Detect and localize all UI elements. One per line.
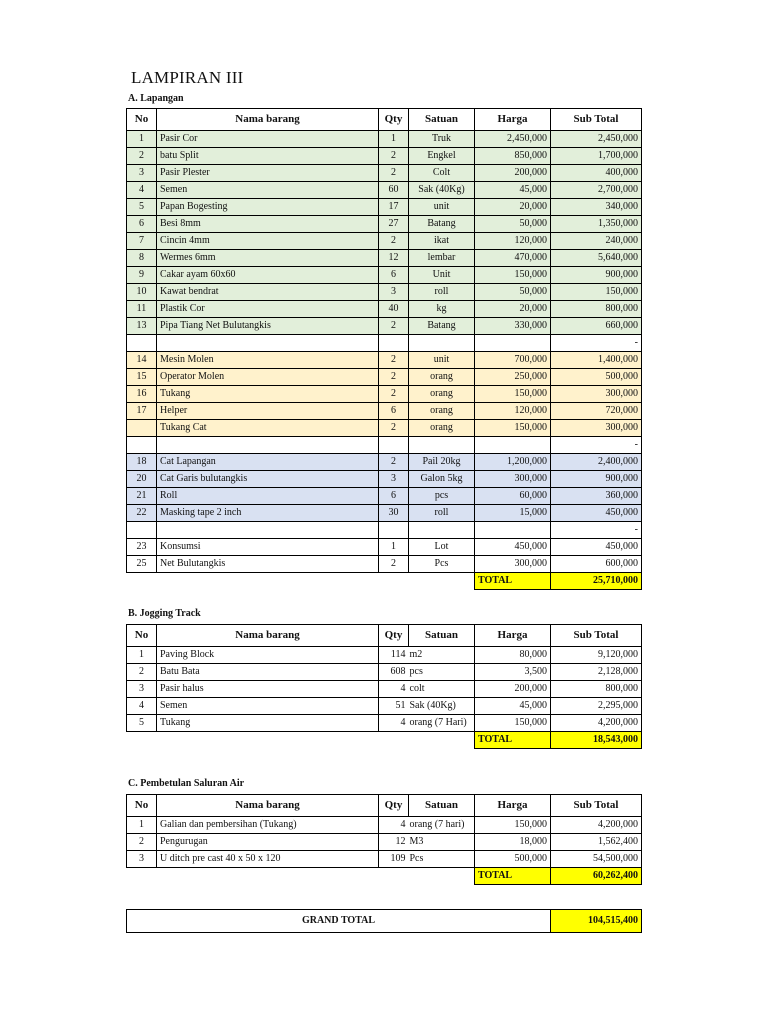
cell-harga: 45,000 [475,698,551,715]
cell-nama: Papan Bogesting [157,199,379,216]
cell-harga: 200,000 [475,165,551,182]
cell-subtotal: 300,000 [551,420,642,437]
cell-qty: 2 [379,556,409,573]
cell-subtotal: 2,450,000 [551,131,642,148]
cell-harga: 250,000 [475,369,551,386]
cell-nama: Helper [157,403,379,420]
cell-subtotal: 500,000 [551,369,642,386]
cell-no: 9 [127,267,157,284]
cell-subtotal: 800,000 [551,681,642,698]
cell-qty: 2 [379,369,409,386]
cell-satuan [409,437,475,454]
section-b-title: B. Jogging Track [128,608,201,619]
cell-nama: Semen [157,698,379,715]
cell-nama: Besi 8mm [157,216,379,233]
cell-nama: U ditch pre cast 40 x 50 x 120 [157,851,379,868]
cell-subtotal: - [551,335,642,352]
cell-satuan: orang [409,369,475,386]
cell-qty: 2 [379,165,409,182]
cell-subtotal: 720,000 [551,403,642,420]
cell-subtotal: 1,562,400 [551,834,642,851]
cell-subtotal: 900,000 [551,471,642,488]
cell-nama: Konsumsi [157,539,379,556]
header-qty: Qty [379,625,409,647]
cell-harga: 150,000 [475,817,551,834]
cell-subtotal: 450,000 [551,505,642,522]
table-row [127,386,642,403]
table-row [127,131,642,148]
cell-qty: 1 [379,131,409,148]
cell-satuan: Batang [409,318,475,335]
cell-satuan: kg [409,301,475,318]
cell-no: 2 [127,148,157,165]
cell-satuan: orang [409,403,475,420]
cell-nama: Cincin 4mm [157,233,379,250]
total-spacer [127,868,475,885]
cell-qty: 4 [379,817,409,834]
cell-qty: 40 [379,301,409,318]
cell-subtotal: 800,000 [551,301,642,318]
cell-harga: 120,000 [475,233,551,250]
table-row [127,250,642,267]
cell-satuan: Unit [409,267,475,284]
cell-qty: 30 [379,505,409,522]
cell-satuan: Sak (40Kg) [409,698,475,715]
total-label: TOTAL [475,573,551,590]
header-satuan: Satuan [409,795,475,817]
cell-no: 15 [127,369,157,386]
cell-satuan: M3 [409,834,475,851]
cell-satuan: Pail 20kg [409,454,475,471]
cell-satuan: pcs [409,488,475,505]
header-harga: Harga [475,795,551,817]
cell-nama [157,522,379,539]
table-lapangan [126,108,642,590]
cell-no: 4 [127,182,157,199]
table-header-row [127,795,642,817]
cell-satuan: Sak (40Kg) [409,182,475,199]
table-row [127,267,642,284]
cell-harga: 450,000 [475,539,551,556]
cell-no: 17 [127,403,157,420]
cell-subtotal: 400,000 [551,165,642,182]
cell-harga: 850,000 [475,148,551,165]
cell-qty: 6 [379,488,409,505]
table-row [127,681,642,698]
cell-subtotal: 1,700,000 [551,148,642,165]
cell-satuan: colt [409,681,475,698]
cell-nama: Tukang Cat [157,420,379,437]
table-saluran-air [126,794,642,885]
cell-harga: 18,000 [475,834,551,851]
cell-satuan: Batang [409,216,475,233]
cell-satuan: unit [409,352,475,369]
cell-subtotal: 4,200,000 [551,817,642,834]
total-spacer [127,732,475,749]
cell-harga: 60,000 [475,488,551,505]
cell-qty: 3 [379,471,409,488]
cell-no [127,437,157,454]
cell-satuan: Lot [409,539,475,556]
cell-subtotal: 240,000 [551,233,642,250]
cell-satuan: Galon 5kg [409,471,475,488]
cell-nama: Cakar ayam 60x60 [157,267,379,284]
cell-no: 23 [127,539,157,556]
cell-no: 21 [127,488,157,505]
header-qty: Qty [379,795,409,817]
cell-qty: 6 [379,403,409,420]
cell-nama [157,335,379,352]
cell-qty: 2 [379,386,409,403]
cell-harga: 150,000 [475,420,551,437]
table-row [127,664,642,681]
cell-no: 14 [127,352,157,369]
cell-harga: 3,500 [475,664,551,681]
cell-subtotal: 2,400,000 [551,454,642,471]
cell-satuan [409,522,475,539]
cell-qty: 109 [379,851,409,868]
table-row [127,301,642,318]
cell-satuan: pcs [409,664,475,681]
cell-no [127,335,157,352]
cell-nama: Masking tape 2 inch [157,505,379,522]
cell-satuan: orang [409,420,475,437]
cell-harga: 150,000 [475,386,551,403]
cell-nama: Pasir halus [157,681,379,698]
cell-harga: 150,000 [475,715,551,732]
header-qty: Qty [379,109,409,131]
cell-nama: Operator Molen [157,369,379,386]
cell-harga: 470,000 [475,250,551,267]
table-row [127,454,642,471]
table-header-row [127,109,642,131]
table-row [127,505,642,522]
cell-no: 22 [127,505,157,522]
cell-satuan: m2 [409,647,475,664]
cell-harga: 20,000 [475,199,551,216]
cell-subtotal: 900,000 [551,267,642,284]
cell-no: 10 [127,284,157,301]
cell-nama: Roll [157,488,379,505]
cell-no: 6 [127,216,157,233]
header-satuan: Satuan [409,109,475,131]
cell-qty: 2 [379,148,409,165]
cell-no: 25 [127,556,157,573]
total-value: 18,543,000 [551,732,642,749]
table-jogging-track [126,624,642,749]
header-nama: Nama barang [157,625,379,647]
cell-satuan: ikat [409,233,475,250]
page-title: LAMPIRAN III [131,68,244,87]
table-row [127,318,642,335]
cell-harga [475,522,551,539]
cell-qty: 1 [379,539,409,556]
cell-qty: 51 [379,698,409,715]
cell-no: 16 [127,386,157,403]
total-row [127,573,642,590]
table-row [127,182,642,199]
grand-total-row [127,910,642,933]
cell-harga: 330,000 [475,318,551,335]
cell-nama: Tukang [157,386,379,403]
cell-qty: 4 [379,681,409,698]
cell-harga: 15,000 [475,505,551,522]
total-label: TOTAL [475,868,551,885]
cell-satuan: Truk [409,131,475,148]
cell-nama: Tukang [157,715,379,732]
table-row [127,817,642,834]
cell-nama: batu Split [157,148,379,165]
cell-no [127,420,157,437]
cell-subtotal: 5,640,000 [551,250,642,267]
cell-subtotal: - [551,437,642,454]
cell-harga: 200,000 [475,681,551,698]
cell-satuan [409,335,475,352]
cell-nama: Mesin Molen [157,352,379,369]
cell-nama: Pipa Tiang Net Bulutangkis [157,318,379,335]
table-row [127,647,642,664]
cell-harga: 45,000 [475,182,551,199]
cell-no: 5 [127,199,157,216]
cell-subtotal: 600,000 [551,556,642,573]
cell-qty: 2 [379,233,409,250]
header-harga: Harga [475,625,551,647]
cell-no: 7 [127,233,157,250]
table-row [127,403,642,420]
table-row [127,420,642,437]
cell-qty: 114 [379,647,409,664]
cell-satuan: roll [409,505,475,522]
total-row [127,732,642,749]
table-row [127,233,642,250]
cell-satuan: orang (7 Hari) [409,715,475,732]
cell-harga: 300,000 [475,471,551,488]
table-row [127,437,642,454]
total-value: 60,262,400 [551,868,642,885]
cell-qty: 2 [379,352,409,369]
cell-nama: Cat Garis bulutangkis [157,471,379,488]
cell-subtotal: 1,400,000 [551,352,642,369]
cell-qty: 12 [379,250,409,267]
cell-harga: 150,000 [475,267,551,284]
cell-subtotal: 2,295,000 [551,698,642,715]
cell-nama: Batu Bata [157,664,379,681]
cell-nama: Semen [157,182,379,199]
cell-harga: 120,000 [475,403,551,420]
table-row [127,352,642,369]
cell-harga: 500,000 [475,851,551,868]
table-row [127,556,642,573]
cell-subtotal: 300,000 [551,386,642,403]
cell-subtotal: 450,000 [551,539,642,556]
cell-harga: 2,450,000 [475,131,551,148]
cell-subtotal: 340,000 [551,199,642,216]
table-row [127,165,642,182]
cell-nama: Galian dan pembersihan (Tukang) [157,817,379,834]
cell-nama: Paving Block [157,647,379,664]
cell-nama: Pengurugan [157,834,379,851]
cell-satuan: orang [409,386,475,403]
table-row [127,284,642,301]
table-row [127,148,642,165]
cell-nama: Kawat bendrat [157,284,379,301]
table-row [127,834,642,851]
cell-satuan: Engkel [409,148,475,165]
grand-total-label: GRAND TOTAL [127,910,551,933]
cell-harga: 20,000 [475,301,551,318]
cell-qty: 3 [379,284,409,301]
cell-no: 20 [127,471,157,488]
cell-harga: 50,000 [475,284,551,301]
cell-qty: 60 [379,182,409,199]
cell-qty: 12 [379,834,409,851]
cell-harga: 80,000 [475,647,551,664]
cell-nama: Pasir Plester [157,165,379,182]
header-nama: Nama barang [157,109,379,131]
section-c-title: C. Pembetulan Saluran Air [128,778,245,789]
total-row [127,868,642,885]
cell-satuan: Pcs [409,851,475,868]
cell-harga [475,335,551,352]
cell-satuan: roll [409,284,475,301]
cell-harga: 300,000 [475,556,551,573]
cell-no: 13 [127,318,157,335]
cell-harga: 1,200,000 [475,454,551,471]
table-row [127,488,642,505]
cell-subtotal: 9,120,000 [551,647,642,664]
cell-no: 4 [127,698,157,715]
cell-qty: 2 [379,318,409,335]
cell-no: 1 [127,647,157,664]
cell-nama: Wermes 6mm [157,250,379,267]
cell-no: 11 [127,301,157,318]
table-row [127,335,642,352]
cell-qty: 17 [379,199,409,216]
cell-subtotal: 2,128,000 [551,664,642,681]
total-value: 25,710,000 [551,573,642,590]
header-no: No [127,109,157,131]
cell-no: 2 [127,664,157,681]
header-no: No [127,795,157,817]
cell-no [127,522,157,539]
table-row [127,715,642,732]
cell-nama [157,437,379,454]
table-header-row [127,625,642,647]
cell-no: 5 [127,715,157,732]
table-row [127,199,642,216]
cell-subtotal: 2,700,000 [551,182,642,199]
cell-satuan: Colt [409,165,475,182]
cell-subtotal: - [551,522,642,539]
cell-harga: 700,000 [475,352,551,369]
cell-subtotal: 660,000 [551,318,642,335]
cell-nama: Plastik Cor [157,301,379,318]
header-harga: Harga [475,109,551,131]
cell-qty [379,437,409,454]
cell-qty: 2 [379,454,409,471]
cell-subtotal: 4,200,000 [551,715,642,732]
cell-subtotal: 1,350,000 [551,216,642,233]
grand-total-value: 104,515,400 [551,910,642,933]
header-nama: Nama barang [157,795,379,817]
header-satuan: Satuan [409,625,475,647]
table-row [127,539,642,556]
cell-no: 3 [127,165,157,182]
table-row [127,698,642,715]
cell-qty [379,335,409,352]
cell-subtotal: 54,500,000 [551,851,642,868]
cell-no: 8 [127,250,157,267]
table-row [127,851,642,868]
header-subtotal: Sub Total [551,109,642,131]
cell-harga: 50,000 [475,216,551,233]
table-row [127,522,642,539]
table-row [127,369,642,386]
grand-total-table [126,909,642,933]
cell-satuan: Pcs [409,556,475,573]
header-no: No [127,625,157,647]
cell-no: 18 [127,454,157,471]
section-a-title: A. Lapangan [128,93,184,104]
total-spacer [127,573,475,590]
table-row [127,216,642,233]
cell-satuan: lembar [409,250,475,267]
cell-no: 2 [127,834,157,851]
cell-subtotal: 360,000 [551,488,642,505]
cell-qty [379,522,409,539]
cell-no: 1 [127,817,157,834]
cell-nama: Net Bulutangkis [157,556,379,573]
cell-nama: Pasir Cor [157,131,379,148]
cell-qty: 608 [379,664,409,681]
header-subtotal: Sub Total [551,795,642,817]
cell-no: 1 [127,131,157,148]
table-row [127,471,642,488]
cell-satuan: unit [409,199,475,216]
cell-nama: Cat Lapangan [157,454,379,471]
cell-qty: 6 [379,267,409,284]
header-subtotal: Sub Total [551,625,642,647]
cell-qty: 4 [379,715,409,732]
cell-qty: 2 [379,420,409,437]
cell-harga [475,437,551,454]
cell-qty: 27 [379,216,409,233]
cell-satuan: orang (7 hari) [409,817,475,834]
cell-no: 3 [127,851,157,868]
cell-no: 3 [127,681,157,698]
cell-subtotal: 150,000 [551,284,642,301]
total-label: TOTAL [475,732,551,749]
